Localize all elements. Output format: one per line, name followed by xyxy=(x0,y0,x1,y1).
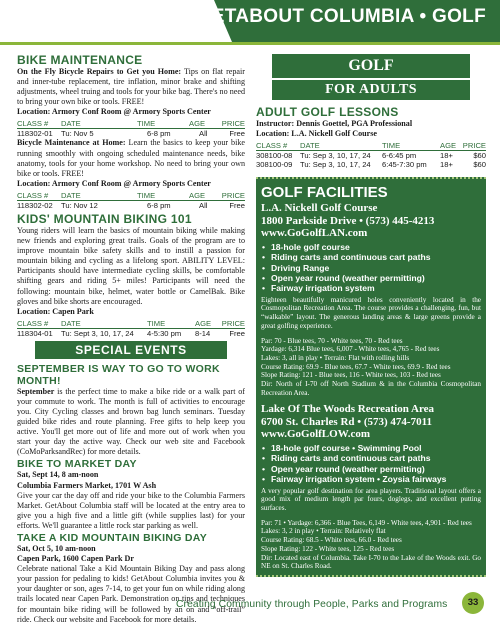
kids-biking-text: Young riders will learn the basics of mountain biking while making new friends and exploring great trails. Goals of the program are to improve mountain bike safety skills and to instill a passion for mountain biking and cycling as a lifelong sport. ABILITY LEVEL: Participants should have intermediate cycling skills, be comfortable shifting gears and riding 5+ miles! Participants will need the following: mountain bike, helmet, water bottle or CamelBak. Bike gloves and bike shorts are encouraged. xyxy=(17,225,245,306)
left-column xyxy=(17,54,245,625)
home-location: Location: Armory Conf Room @ Armory Sports Center xyxy=(17,178,211,188)
september-lead: September xyxy=(17,386,55,396)
market-date: Sat, Sept 14, 8 am-noon xyxy=(17,470,99,480)
table-header xyxy=(17,191,245,201)
col-time: TIME xyxy=(382,141,401,151)
col-age: AGE xyxy=(189,190,206,200)
cell-class: 308100-09 xyxy=(256,160,293,170)
list-item: • Open year round (weather permitting) xyxy=(261,464,481,474)
special-events-banner: SPECIAL EVENTS xyxy=(35,341,227,359)
cell-time: 6-8 pm xyxy=(147,200,171,210)
table-row xyxy=(256,160,486,169)
market-title: BIKE TO MARKET DAY xyxy=(17,458,137,471)
kids-location: Location: Capen Park xyxy=(17,306,94,316)
nickell-rating: Course Rating: 69.9 - Blue tees, 67.7 - White tees, 69.9 - Red tees xyxy=(261,362,451,371)
woods-directions: Dir: Located east of Columbia. Take I-70 to the Lake of the Woods exit. Go NE on St. Charles Road. xyxy=(261,553,481,571)
cell-price: $60 xyxy=(473,151,486,161)
cell-class: 118304-01 xyxy=(17,328,53,338)
cell-date: Tu: Sept 3, 10, 17, 24 xyxy=(61,328,134,338)
cell-date: Tu: Nov 12 xyxy=(61,200,98,210)
cell-time: 6-8 pm xyxy=(147,129,171,139)
september-text: is the perfect time to make a bike ride or a walk part of your commute to work. The month is full of activities to encourage you. City Cycling classes and brown bag lunch seminars. Tuesday guided bike rides and route planning. Free gifts to help keep you active. You'll get more out of life and more out of work when you start your day the active way. Check our web site and Facebook (CoMoParksandRec) for more details. xyxy=(17,386,245,457)
page-header xyxy=(0,0,500,42)
cell-date: Tu: Sep 3, 10, 17, 24 xyxy=(300,160,371,170)
nickell-yardage: Yardage: 6,314 Blue tees, 6,007 - White tees, 4,765 - Red tees xyxy=(261,345,440,354)
cell-age: 8-14 xyxy=(195,328,211,338)
cell-price: Free xyxy=(229,328,245,338)
cell-date: Tu: Sep 3, 10, 17, 24 xyxy=(300,151,371,161)
bike-maintenance-title: BIKE MAINTENANCE xyxy=(17,53,143,67)
repairs-text: Tips on flat repair and inner-tube replacement, tire inflation, minor brake and shifting adjustments, wheel truing and tools for your bike bag. There's no need to bring your own bike or tools. FREE! xyxy=(17,67,245,107)
repairs-location: Location: Armory Conf Room @ Armory Sports Center xyxy=(17,107,211,117)
woods-address: 6700 St. Charles Rd • (573) 474-7011 xyxy=(261,415,432,428)
col-class: CLASS # xyxy=(17,119,49,129)
col-price: PRICE xyxy=(221,190,245,200)
september-title: SEPTEMBER IS WAY TO GO TO WORK MONTH! xyxy=(17,362,220,387)
cell-date: Tu: Nov 5 xyxy=(61,129,94,139)
page-title: GETABOUT COLUMBIA • GOLF xyxy=(196,6,486,27)
cell-class: 308100-08 xyxy=(256,151,293,161)
woods-lakes: Lakes: 3, 2 in play • Terrain: Relatively flat xyxy=(261,527,386,536)
woods-features xyxy=(261,443,481,485)
footer-tagline: Creating Community through People, Parks and Programs xyxy=(176,599,448,610)
kid-day-text: Celebrate national Take a Kid Mountain Biking Day and pass along your passion for pedaling to kids! GetAbout Columbia invites you & your daughter or son, ages 7-14, to get your fun on while riding along trails located near Capen Park. Demonstration on tips and techniques for mountain bike riding will be followed by an on and “off-trail” ride. Check our website and Facebook for more details. xyxy=(17,564,245,624)
table-row xyxy=(256,151,486,160)
list-item: • Riding carts and continuous cart paths xyxy=(261,252,481,262)
cell-time: 4-5:30 pm xyxy=(147,328,182,338)
september-paragraph xyxy=(17,387,245,458)
cell-age: 18+ xyxy=(440,160,453,170)
golf-lessons-title: ADULT GOLF LESSONS xyxy=(256,105,399,119)
woods-website[interactable]: www.GoGolfLOW.com xyxy=(261,428,370,441)
list-item: • Riding carts and continuous cart paths xyxy=(261,453,481,463)
col-age: AGE xyxy=(195,318,212,328)
page-number: 33 xyxy=(462,592,484,614)
col-class: CLASS # xyxy=(256,141,288,151)
table-header xyxy=(17,319,245,329)
nickell-name: L.A. Nickell Golf Course xyxy=(261,202,378,215)
col-price: PRICE xyxy=(221,119,245,129)
table-header xyxy=(17,119,245,129)
facilities-title: GOLF FACILITIES xyxy=(261,184,388,202)
market-text: Give your car the day off and ride your bike to the Columbia Farmers Market. GetAbout Columbia staff will be located at the entry area to give you a high five and a little gift (while supplies last) for your efforts. We'll guarantee a little rock star parking as well. xyxy=(17,490,245,530)
nickell-slope: Slope Rating: 121 - Blue tees, 116 - White tees, 103 - Red tees xyxy=(261,371,441,380)
col-age: AGE xyxy=(189,119,206,129)
repairs-paragraph xyxy=(17,67,245,107)
cell-class: 118302-01 xyxy=(17,129,53,139)
table-row xyxy=(17,201,245,210)
nickell-directions: Dir: North of I-70 off North Stadium & in the Columbia Cosmopolitan Recreation Area. xyxy=(261,380,481,397)
cell-age: 18+ xyxy=(440,151,453,161)
cell-age: All xyxy=(199,129,208,139)
col-price: PRICE xyxy=(221,318,245,328)
adults-banner: FOR ADULTS xyxy=(272,80,470,100)
nickell-address: 1800 Parkside Drive • (573) 445-4213 xyxy=(261,214,435,227)
list-item: • Open year round (weather permitting) xyxy=(261,273,481,283)
list-item: • 18-hole golf course xyxy=(261,242,481,252)
right-column xyxy=(256,54,486,577)
golf-banner: GOLF xyxy=(272,54,470,78)
kid-day-place: Capen Park, 1600 Capen Park Dr xyxy=(17,554,134,564)
woods-name: Lake Of The Woods Recreation Area xyxy=(261,403,435,416)
list-item: • Driving Range xyxy=(261,263,481,273)
list-item: • 18-hole golf course • Swimming Pool xyxy=(261,443,481,453)
nickell-features xyxy=(261,242,481,294)
col-time: TIME xyxy=(147,318,166,328)
golf-location: Location: L.A. Nickell Golf Course xyxy=(256,129,377,139)
table-header xyxy=(256,141,486,151)
cell-class: 118302-02 xyxy=(17,200,53,210)
col-class: CLASS # xyxy=(17,190,49,200)
woods-slope: Slope Rating: 122 - White tees, 125 - Red tees xyxy=(261,544,395,553)
cell-price: Free xyxy=(229,129,245,139)
col-date: DATE xyxy=(61,318,81,328)
col-price: PRICE xyxy=(462,141,486,151)
woods-rating: Course Rating: 68.5 - White tees, 66.0 - Red tees xyxy=(261,536,402,545)
header-divider xyxy=(0,42,500,45)
table-row xyxy=(17,129,245,138)
kid-day-date: Sat, Oct 5, 10 am-noon xyxy=(17,544,96,553)
col-class: CLASS # xyxy=(17,318,49,328)
cell-price: Free xyxy=(229,200,245,210)
cell-time: 6:45-7:30 pm xyxy=(382,160,427,170)
kid-day-title: TAKE A KID MOUNTAIN BIKING DAY xyxy=(17,532,208,544)
home-lead: Bicycle Maintenance at Home: xyxy=(17,138,126,148)
cell-age: All xyxy=(199,200,208,210)
col-date: DATE xyxy=(61,119,81,129)
nickell-par: Par: 70 - Blue tees, 70 - White tees, 70 - Red tees xyxy=(261,336,403,345)
nickell-description: Eighteen beautifully manicured holes conveniently located in the Cosmopolitan Recreation Area. The course provides a challenging, fun, but “walkable” layout. The generous landing areas & large greens provide a great golfing experience. xyxy=(261,295,481,330)
home-paragraph xyxy=(17,138,245,178)
woods-description: A very popular golf destination for area players. Traditional layout offers a good mix of medium length par fours, doglegs, and excellent putting surfaces. xyxy=(261,486,481,512)
col-time: TIME xyxy=(137,119,156,129)
nickell-lakes: Lakes: 3, all in play • Terrain: Flat with rolling hills xyxy=(261,353,410,362)
repairs-lead: On the Fly Bicycle Repairs to Get you Home: xyxy=(17,67,182,76)
cell-price: $60 xyxy=(473,160,486,170)
kids-biking-title: KIDS' MOUNTAIN BIKING 101 xyxy=(17,211,192,226)
col-age: AGE xyxy=(440,141,457,151)
home-text: Learn the basics to keep your bike running smoothly with ongoing scheduled maintenance needs, bike anatomy, tools for your home workshop. No need to bring your own bike or tools. FREE! xyxy=(17,138,245,178)
col-date: DATE xyxy=(300,141,320,151)
market-place: Columbia Farmers Market, 1701 W Ash xyxy=(17,480,157,490)
list-item: • Fairway irrigation system xyxy=(261,283,481,293)
list-item: • Fairway irrigation system • Zoysia fairways xyxy=(261,474,481,484)
woods-par: Par: 71 • Yardage: 6,366 - Blue Tees, 6,149 - White tees, 4,901 - Red tees xyxy=(261,518,472,527)
col-time: TIME xyxy=(137,190,156,200)
nickell-website[interactable]: www.GoGolfLAN.com xyxy=(261,227,368,240)
cell-time: 6-6:45 pm xyxy=(382,151,417,161)
table-row xyxy=(17,329,245,338)
golf-facilities-box xyxy=(256,177,486,577)
col-date: DATE xyxy=(61,190,81,200)
instructor: Instructor: Dennis Goettel, PGA Professional xyxy=(256,119,413,128)
